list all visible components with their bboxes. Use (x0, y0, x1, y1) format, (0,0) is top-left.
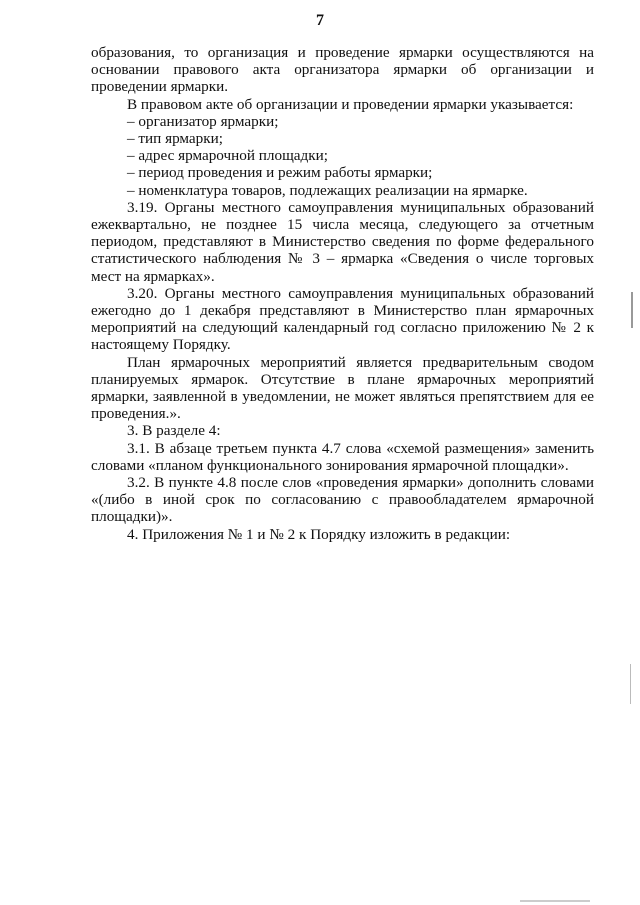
paragraph-legal-act-intro: В правовом акте об организации и проведении ярмарки указывается: (127, 95, 574, 113)
paragraph-3-2: 3.2. В пункте 4.8 после слов «проведения ярмарки» дополнить словами «(либо в иной срок по согласованию с правообладателем ярмарочной площадки)». (91, 474, 594, 526)
paragraph-section-4: 3. В разделе 4: (127, 422, 221, 440)
document-body (91, 44, 594, 543)
scan-edge-mark (630, 664, 631, 704)
paragraph-continuation: образования, то организация и проведение ярмарки осуществляются на основании правового акта организатора ярмарки об организации и проведении ярмарки. (91, 44, 594, 96)
paragraph-3-19: 3.19. Органы местного самоуправления муниципальных образований ежеквартально, не позднее 15 числа месяца, следующего за отчетным периодом, представляют в Министерство сведения по форме федерального статистического наблюдения № 3 – ярмарка «Сведения о числе торговых мест на ярмарках». (91, 198, 594, 285)
paragraph-3-20: 3.20. Органы местного самоуправления муниципальных образований ежегодно до 1 декабря представляют в Министерство план ярмарочных мероприятий на следующий календарный год согласно приложению № 2 к настоящему Порядку. (91, 284, 594, 354)
scan-edge-mark (520, 900, 590, 902)
list-item: – адрес ярмарочной площадки; (127, 147, 328, 165)
paragraph-fair-plan: План ярмарочных мероприятий является предварительным сводом планируемых ярмарок. Отсутствие в плане ярмарочных мероприятий ярмарки, заявленной в уведомлении, не может являться препятствием для ее проведения.». (91, 353, 594, 423)
list-item: – организатор ярмарки; (127, 112, 279, 130)
list-item: – период проведения и режим работы ярмарки; (127, 164, 433, 182)
paragraph-3-1: 3.1. В абзаце третьем пункта 4.7 слова «схемой размещения» заменить словами «планом функционального зонирования ярмарочной площадки». (91, 439, 594, 474)
list-item: – тип ярмарки; (127, 130, 223, 148)
paragraph-4: 4. Приложения № 1 и № 2 к Порядку изложить в редакции: (127, 525, 511, 543)
scan-edge-mark (631, 292, 633, 328)
page-number: 7 (316, 12, 324, 29)
list-item: – номенклатура товаров, подлежащих реализации на ярмарке. (127, 181, 528, 199)
